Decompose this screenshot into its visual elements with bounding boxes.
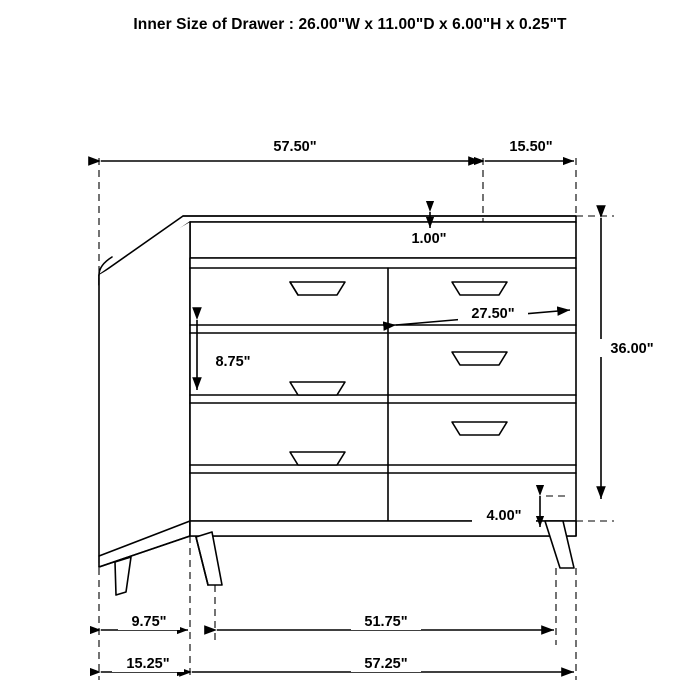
- dimension-label-side-depth-outer: 15.25": [126, 656, 170, 672]
- dimension-label-front-width: 51.75": [364, 614, 408, 630]
- dimension-label-overall-width: 57.25": [364, 656, 408, 672]
- dimension-label-drawer-width: 27.50": [471, 306, 515, 322]
- dresser-body: [99, 216, 576, 595]
- dimension-label-drawer-height: 8.75": [215, 354, 251, 370]
- dimension-label-top-right-width: 15.50": [509, 139, 553, 155]
- dimension-label-leg-height: 4.00": [486, 508, 522, 524]
- dimension-label-overall-height: 36.00": [610, 341, 654, 357]
- dimension-label-side-depth-inner: 9.75": [131, 614, 167, 630]
- page-title: Inner Size of Drawer : 26.00"W x 11.00"D x 6.00"H x 0.25"T: [133, 16, 567, 33]
- dimension-label-top-width: 57.50": [273, 139, 317, 155]
- dimension-label-top-lip-height: 1.00": [411, 231, 447, 247]
